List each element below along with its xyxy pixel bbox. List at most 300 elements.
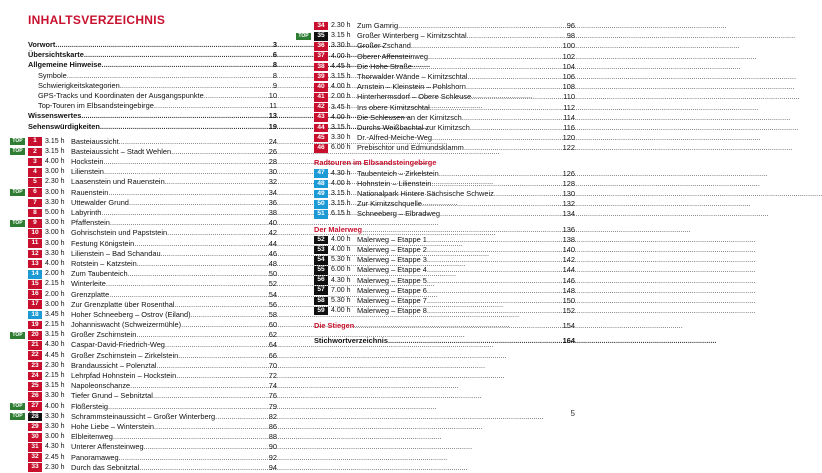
top-tour-badge: TOP	[10, 332, 25, 339]
entry-title: Hockstein	[71, 157, 104, 167]
entry-page: 26	[268, 146, 277, 156]
entry-page: 114	[563, 112, 575, 122]
entry-text-wrap	[71, 279, 268, 289]
leader-dots	[427, 235, 756, 245]
entry-text-wrap	[357, 92, 562, 102]
toc-tour-entry	[314, 265, 575, 275]
tour-number-badge: 26	[28, 392, 42, 401]
toc-tour-entry	[298, 31, 575, 41]
tour-duration: 3.45 h	[45, 310, 65, 318]
toc-subentry	[28, 71, 277, 81]
tour-duration: 3.15 h	[45, 382, 65, 390]
entry-page: 100	[562, 41, 575, 51]
entry-page: 144	[562, 265, 575, 275]
entry-page: 110	[563, 92, 575, 102]
entry-text-wrap	[71, 463, 268, 473]
entry-text-wrap	[28, 71, 272, 81]
top-tour-badge: TOP	[10, 220, 25, 227]
toc-tour-entry	[314, 179, 575, 189]
tour-duration: 5.00 h	[45, 209, 65, 216]
toc-tour-entry	[28, 269, 277, 279]
entry-title: Radtouren im Elbsandsteingebirge	[314, 158, 437, 168]
toc-tour-entry	[314, 62, 575, 72]
entry-text-wrap	[28, 101, 268, 111]
leader-dots	[439, 169, 768, 179]
leader-dots	[427, 245, 756, 255]
tour-number-badge: 55	[314, 266, 328, 275]
tour-duration: 3.15 h	[331, 72, 351, 80]
entry-title: Dr.-Alfred-Meiche-Weg	[357, 133, 433, 143]
entry-text-wrap	[71, 239, 268, 249]
tour-duration: 2.15 h	[45, 372, 65, 379]
entry-page: 42	[268, 228, 277, 238]
entry-title: Sehenswürdigkeiten	[28, 121, 100, 131]
toc-tour-entry	[28, 208, 277, 218]
entry-title: Großer Winterberg – Kirnitzschtal	[357, 31, 467, 41]
tour-duration: 2.30 h	[45, 463, 65, 471]
leader-dots	[431, 179, 760, 189]
top-tour-badge: TOP	[10, 403, 25, 410]
entry-page: 164	[562, 336, 575, 346]
entry-title: Die Schleusen an der Kirnitzsch	[357, 112, 462, 122]
entry-text-wrap	[314, 158, 574, 168]
entry-page: 146	[562, 275, 575, 285]
toc-tour-entry	[28, 371, 277, 381]
entry-text-wrap	[71, 381, 268, 391]
tour-duration: 5.30 h	[331, 256, 351, 264]
tour-number-badge: 22	[28, 351, 42, 360]
entry-title: Malerweg – Etappe 1	[357, 234, 427, 244]
entry-page: 44	[268, 238, 277, 248]
tour-number-badge: 33	[28, 463, 42, 472]
entry-page: 8	[272, 70, 277, 80]
entry-title: Pfaffenstein	[71, 218, 110, 228]
entry-text-wrap	[28, 60, 272, 70]
toc-tour-entry	[28, 177, 277, 187]
leader-dots	[464, 143, 793, 153]
tour-number-badge: 50	[314, 200, 328, 209]
entry-text-wrap	[28, 81, 272, 91]
entry-page: 72	[268, 371, 277, 380]
tour-number-badge: 27	[28, 402, 42, 411]
entry-text-wrap	[357, 169, 562, 179]
entry-text-wrap	[357, 143, 562, 153]
entry-title: Lehrpfad Hohnstein – Hockstein	[71, 371, 177, 380]
entry-title: Panoramaweg	[71, 452, 119, 462]
toc-tour-entry	[28, 453, 277, 463]
tour-number-badge: 3	[28, 158, 42, 167]
toc-tour-entry	[12, 411, 277, 422]
toc-tour-entry	[28, 391, 277, 401]
tour-duration: 3.00 h	[45, 188, 65, 196]
left-page	[0, 0, 300, 472]
top-tour-badge: TOP	[10, 189, 25, 196]
tour-number-badge: 12	[28, 250, 42, 259]
tour-number-badge: 29	[28, 423, 42, 432]
entry-title: Großer Zschand	[357, 41, 411, 51]
entry-title: Hohe Liebe – Winterstein	[71, 421, 154, 431]
entry-title: Die Hohe Straße	[357, 61, 413, 71]
toc-chapter	[314, 336, 575, 346]
entry-page: 46	[268, 248, 277, 258]
tour-number-badge: 40	[314, 83, 328, 92]
toc-tour-entry	[12, 136, 277, 147]
entry-title: Uttewalder Grund	[71, 197, 129, 207]
tour-number-badge: 42	[314, 103, 328, 112]
toc-tour-entry	[28, 310, 277, 320]
entry-text-wrap	[357, 235, 562, 245]
entry-text-wrap	[357, 296, 562, 306]
tour-number-badge: 53	[314, 246, 328, 255]
tour-duration: 3.30 h	[331, 42, 351, 50]
toc-tour-entry	[28, 279, 277, 289]
entry-title: Hohnstein – Lilienstein	[357, 178, 432, 188]
entry-text-wrap	[71, 402, 268, 412]
tour-number-badge: 36	[314, 42, 328, 51]
entry-text-wrap	[71, 300, 268, 310]
tour-duration: 4.30 h	[45, 443, 65, 451]
tour-duration: 4.00 h	[331, 179, 351, 187]
tour-duration: 3.15 h	[45, 331, 65, 339]
entry-text-wrap	[71, 422, 268, 432]
toc-chapter	[28, 122, 277, 132]
leader-dots	[466, 82, 795, 92]
entry-text-wrap	[71, 259, 268, 269]
leader-dots	[427, 265, 756, 275]
entry-title: Rotstein – Katzstein	[71, 258, 137, 268]
entry-text-wrap	[357, 179, 562, 189]
entry-page: 116	[563, 122, 575, 132]
entry-page: 88	[268, 432, 277, 442]
entry-text-wrap	[71, 330, 268, 340]
entry-text-wrap	[71, 391, 268, 401]
tour-duration: 3.30 h	[45, 198, 65, 206]
toc-subentry	[28, 91, 277, 101]
entry-text-wrap	[71, 137, 268, 147]
leader-dots	[427, 276, 756, 286]
tour-number-badge: 7	[28, 199, 42, 208]
toc-chapter	[28, 40, 277, 50]
entry-title: Zum Taubenteich	[71, 269, 128, 279]
tour-number-badge: 30	[28, 433, 42, 442]
entry-text-wrap	[357, 276, 562, 286]
entry-title: Taubenteich – Zirkelstein	[357, 168, 439, 178]
tour-number-badge: 2	[28, 148, 42, 157]
tour-number-badge: 16	[28, 290, 42, 299]
toc-tour-entry	[28, 239, 277, 249]
tour-duration: 4.30 h	[45, 341, 65, 349]
entry-page: 136	[562, 224, 575, 234]
toc-list-left	[12, 40, 277, 473]
tour-duration: 4.00 h	[331, 52, 351, 60]
toc-tour-entry	[28, 442, 277, 452]
entry-page: 96	[566, 21, 575, 30]
entry-page: 56	[268, 299, 277, 309]
tour-number-badge: 41	[314, 93, 328, 102]
leader-dots	[139, 463, 468, 473]
entry-title: Allgemeine Hinweise	[28, 60, 102, 70]
toc-tour-entry	[314, 123, 575, 133]
entry-page: 13	[268, 111, 277, 121]
toc-tour-entry	[28, 381, 277, 391]
entry-text-wrap	[71, 340, 268, 350]
entry-title: Malerweg – Etappe 6	[357, 285, 427, 295]
leader-dots	[427, 296, 756, 306]
entry-page: 152	[562, 306, 575, 316]
tour-duration: 3.00 h	[45, 300, 65, 308]
tour-number-badge: 15	[28, 280, 42, 289]
entry-page: 92	[268, 452, 277, 462]
entry-page: 9	[272, 80, 277, 90]
tour-number-badge: 58	[314, 297, 328, 306]
entry-title: Zum Gamrig	[357, 21, 399, 30]
entry-page: 106	[562, 71, 575, 81]
top-tour-badge: TOP	[10, 148, 25, 155]
toc-tour-entry	[28, 259, 277, 269]
tour-duration: 2.00 h	[331, 93, 351, 101]
tour-duration: 2.00 h	[45, 270, 65, 278]
entry-text-wrap	[71, 188, 268, 198]
tour-duration: 4.00 h	[331, 83, 351, 91]
leader-dots	[411, 41, 740, 51]
entry-page: 8	[272, 60, 277, 70]
leader-dots	[462, 113, 791, 123]
tour-number-badge: 43	[314, 113, 328, 122]
tour-duration: 3.00 h	[45, 433, 65, 441]
entry-title: Nationalpark Hintere Sächsische Schweiz	[357, 189, 494, 198]
tour-number-badge: 35	[314, 32, 328, 41]
toc-tour-entry	[28, 463, 277, 473]
leader-dots	[422, 199, 751, 209]
entry-title: Malerweg – Etappe 5	[357, 275, 427, 285]
entry-page: 132	[562, 199, 575, 209]
entry-title: Stichwortverzeichnis	[314, 336, 388, 346]
entry-page: 112	[563, 102, 575, 112]
entry-page: 58	[268, 309, 277, 319]
entry-text-wrap	[357, 209, 562, 219]
entry-page: 76	[268, 391, 277, 401]
entry-text-wrap	[71, 269, 268, 279]
entry-text-wrap	[28, 111, 268, 121]
entry-text-wrap	[357, 133, 562, 143]
tour-number-badge: 34	[314, 22, 328, 31]
tour-duration: 6.00 h	[331, 266, 351, 274]
toc-section-heading	[314, 158, 575, 168]
entry-text-wrap	[28, 122, 268, 132]
tour-duration: 4.30 h	[331, 169, 351, 177]
toc-tour-entry	[28, 249, 277, 259]
entry-title: Der Malerweg	[314, 224, 363, 234]
entry-page: 140	[562, 244, 575, 254]
entry-title: Schwierigkeitskategorien	[38, 80, 120, 90]
tour-duration: 4.00 h	[331, 113, 351, 121]
entry-title: Durchs Weißbachtal zur Kirnitzsch	[357, 122, 470, 132]
toc-tour-entry	[28, 300, 277, 310]
entry-text-wrap	[357, 189, 562, 199]
entry-text-wrap	[314, 336, 562, 346]
entry-page: 74	[268, 381, 277, 391]
toc-tour-entry	[314, 113, 575, 123]
entry-title: Schneeberg – Elbradweg	[357, 209, 440, 219]
tour-duration: 3.30 h	[45, 422, 65, 430]
entry-page: 6	[272, 50, 277, 60]
entry-page: 38	[268, 208, 277, 217]
entry-text-wrap	[357, 41, 562, 51]
tour-duration: 4.00 h	[331, 235, 351, 243]
entry-text-wrap	[71, 453, 268, 463]
tour-duration: 6.00 h	[331, 144, 351, 152]
tour-number-badge: 20	[28, 331, 42, 340]
entry-page: 36	[268, 197, 277, 207]
entry-text-wrap	[357, 286, 562, 296]
tour-number-badge: 51	[314, 210, 328, 219]
toc-tour-entry	[12, 146, 277, 157]
tour-duration: 2.45 h	[45, 453, 65, 461]
toc-tour-entry	[314, 235, 575, 245]
leader-dots	[440, 209, 769, 219]
entry-title: Unterer Affensteinweg	[71, 442, 144, 452]
tour-duration: 2.15 h	[45, 321, 65, 329]
entry-page: 34	[268, 187, 277, 197]
entry-page: 66	[268, 350, 277, 360]
tour-number-badge: 10	[28, 229, 42, 238]
tour-number-badge: 19	[28, 321, 42, 330]
entry-page: 62	[268, 330, 277, 340]
tour-number-badge: 1	[28, 137, 42, 146]
toc-tour-entry	[314, 82, 575, 92]
leader-dots	[428, 52, 757, 62]
entry-page: 122	[562, 143, 575, 153]
entry-page: 94	[268, 462, 277, 472]
toc-tour-entry	[28, 157, 277, 167]
tour-duration: 4.00 h	[331, 307, 351, 315]
toc-tour-entry	[28, 320, 277, 330]
entry-text-wrap	[357, 113, 562, 123]
toc-subentry	[28, 101, 277, 111]
toc-tour-entry	[28, 290, 277, 300]
entry-page: 32	[268, 177, 277, 187]
tour-duration: 2.30 h	[331, 22, 351, 29]
toc-tour-entry	[28, 228, 277, 238]
toc-tour-entry	[314, 255, 575, 265]
toc-tour-entry	[12, 401, 277, 412]
tour-number-badge: 6	[28, 188, 42, 197]
entry-title: Malerweg – Etappe 4	[357, 265, 427, 275]
tour-duration: 2.00 h	[45, 290, 65, 298]
entry-text-wrap	[357, 123, 562, 133]
entry-title: Labyrinth	[71, 208, 102, 217]
tour-number-badge: 52	[314, 236, 328, 245]
tour-duration: 3.30 h	[45, 392, 65, 400]
entry-title: Malerweg – Etappe 2	[357, 244, 427, 254]
entry-text-wrap	[357, 52, 562, 62]
tour-duration: 5.30 h	[331, 296, 351, 304]
leader-dots	[494, 189, 822, 199]
entry-title: Hoher Schneeberg – Ostrov (Eiland)	[71, 309, 191, 319]
leader-dots	[427, 306, 756, 316]
leader-dots	[113, 432, 442, 442]
leader-dots	[468, 72, 797, 82]
tour-number-badge: 11	[28, 239, 42, 248]
entry-title: Vorwort	[28, 40, 56, 49]
entry-title: Symbole	[38, 70, 67, 80]
entry-text-wrap	[71, 177, 268, 187]
entry-text-wrap	[71, 218, 268, 228]
tour-duration: 3.15 h	[45, 147, 65, 155]
entry-page: 82	[268, 411, 277, 421]
entry-page: 130	[562, 189, 575, 198]
entry-page: 148	[562, 285, 575, 295]
entry-title: Zur Kirnitzschquelle	[357, 199, 422, 209]
entry-text-wrap	[357, 21, 566, 31]
entry-text-wrap	[71, 167, 268, 177]
entry-title: Tiefer Grund – Sebnitztal	[71, 391, 153, 401]
tour-number-badge: 17	[28, 300, 42, 309]
entry-title: Flößersteig	[71, 401, 108, 411]
leader-dots	[119, 453, 448, 463]
entry-text-wrap	[71, 361, 268, 371]
entry-title: Napoleonschanze	[71, 381, 131, 391]
tour-number-badge: 47	[314, 169, 328, 178]
entry-page: 64	[268, 340, 277, 350]
entry-title: Gohrischstein und Papststein	[71, 228, 168, 238]
toc-tour-entry	[314, 306, 575, 316]
tour-duration: 2.30 h	[45, 361, 65, 369]
entry-title: Rauenstein	[71, 187, 109, 197]
toc-list-right	[298, 21, 575, 347]
right-page	[300, 0, 600, 428]
toc-subentry	[28, 81, 277, 91]
entry-title: Festung Königstein	[71, 238, 135, 248]
entry-text-wrap	[71, 249, 268, 259]
leader-dots	[412, 62, 741, 72]
tour-number-badge: 28	[28, 413, 42, 422]
entry-title: Caspar-David-Friedrich-Weg	[71, 340, 165, 350]
entry-text-wrap	[357, 255, 562, 265]
toc-tour-entry	[314, 103, 575, 113]
entry-page: 60	[268, 320, 277, 330]
entry-title: Prebischtor und Edmundsklamm	[357, 143, 464, 153]
entry-title: Ins obere Kirnitzschtal	[357, 102, 430, 112]
toc-tour-entry	[314, 296, 575, 306]
tour-duration: 4.45 h	[331, 62, 351, 70]
tour-duration: 3.15 h	[331, 200, 351, 208]
toc-tour-entry	[28, 198, 277, 208]
entry-text-wrap	[71, 442, 268, 452]
tour-duration: 6.15 h	[331, 210, 351, 218]
entry-title: Malerweg – Etappe 3	[357, 255, 427, 265]
toc-chapter	[28, 60, 277, 70]
tour-number-badge: 46	[314, 144, 328, 153]
entry-text-wrap	[357, 62, 562, 72]
tour-number-badge: 13	[28, 260, 42, 269]
entry-page: 126	[562, 168, 575, 178]
entry-title: Top-Touren im Elbsandsteingebirge	[38, 101, 154, 111]
entry-page: 54	[268, 289, 277, 299]
entry-title: Basteiaussicht	[71, 136, 119, 146]
tour-duration: 3.00 h	[45, 239, 65, 247]
entry-title: Basteiaussicht – Stadt Wehlen	[71, 146, 172, 156]
toc-tour-entry	[314, 143, 575, 153]
entry-title: Johanniswacht (Schweizermühle)	[71, 320, 182, 330]
tour-duration: 4.00 h	[45, 402, 65, 410]
entry-page: 19	[268, 121, 277, 131]
leader-dots	[388, 336, 717, 346]
entry-title: Arnstein – Kleinstein – Pohlshorn	[357, 82, 466, 92]
entry-title: Malerweg – Etappe 8	[357, 306, 427, 316]
toc-tour-entry	[28, 422, 277, 432]
toc-tour-entry	[314, 199, 575, 209]
